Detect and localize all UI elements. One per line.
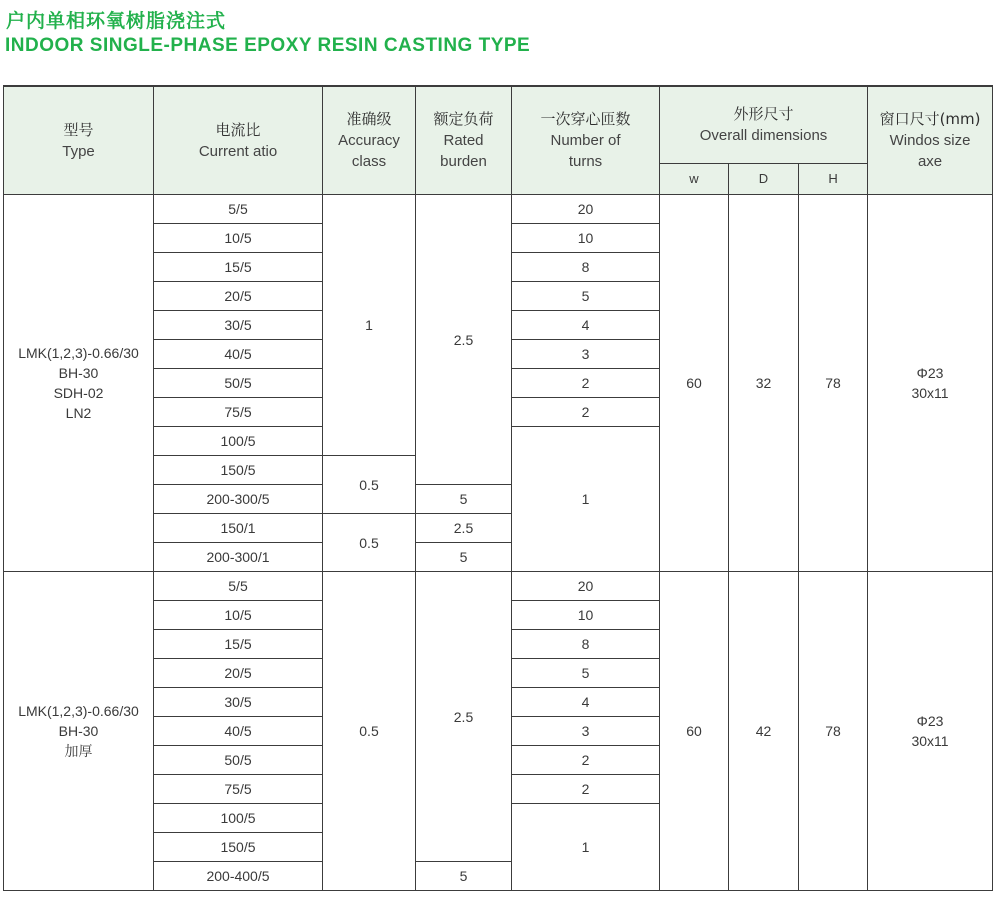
ratio-cell: 75/5 — [154, 398, 323, 427]
turns-cell: 10 — [512, 224, 660, 253]
window-size-cell: Φ23 30x11 — [868, 572, 993, 891]
ratio-cell: 20/5 — [154, 282, 323, 311]
header-dim-h: H — [799, 164, 868, 195]
ratio-cell: 5/5 — [154, 195, 323, 224]
accuracy-cell: 1 — [323, 195, 416, 456]
ratio-cell: 50/5 — [154, 746, 323, 775]
turns-cell: 4 — [512, 311, 660, 340]
ratio-cell: 150/5 — [154, 456, 323, 485]
accuracy-cell: 0.5 — [323, 514, 416, 572]
ratio-cell: 30/5 — [154, 688, 323, 717]
header-dim-d: D — [729, 164, 799, 195]
turns-cell: 2 — [512, 398, 660, 427]
turns-cell: 3 — [512, 340, 660, 369]
ratio-cell: 50/5 — [154, 369, 323, 398]
turns-cell: 2 — [512, 746, 660, 775]
turns-cell: 20 — [512, 572, 660, 601]
turns-cell: 3 — [512, 717, 660, 746]
window-size-cell: Φ23 30x11 — [868, 195, 993, 572]
turns-cell: 1 — [512, 804, 660, 891]
ratio-cell: 15/5 — [154, 253, 323, 282]
ratio-cell: 100/5 — [154, 427, 323, 456]
dim-h-cell: 78 — [799, 572, 868, 891]
header-overall-dimensions: 外形尺寸 Overall dimensions — [660, 86, 868, 164]
turns-cell: 20 — [512, 195, 660, 224]
ratio-cell: 75/5 — [154, 775, 323, 804]
burden-cell: 5 — [416, 485, 512, 514]
turns-cell: 10 — [512, 601, 660, 630]
ratio-cell: 200-300/1 — [154, 543, 323, 572]
header-current-ratio: 电流比 Current atio — [154, 86, 323, 195]
dim-d-cell: 42 — [729, 572, 799, 891]
ratio-cell: 10/5 — [154, 601, 323, 630]
ratio-cell: 40/5 — [154, 340, 323, 369]
header-dim-w: w — [660, 164, 729, 195]
ratio-cell: 150/1 — [154, 514, 323, 543]
model-cell: LMK(1,2,3)-0.66/30 BH-30 SDH-02 LN2 — [4, 195, 154, 572]
turns-cell: 5 — [512, 659, 660, 688]
accuracy-cell: 0.5 — [323, 456, 416, 514]
accuracy-cell: 0.5 — [323, 572, 416, 891]
ratio-cell: 15/5 — [154, 630, 323, 659]
turns-cell: 8 — [512, 630, 660, 659]
ratio-cell: 200-400/5 — [154, 862, 323, 891]
dim-w-cell: 60 — [660, 572, 729, 891]
dim-w-cell: 60 — [660, 195, 729, 572]
dim-d-cell: 32 — [729, 195, 799, 572]
header-accuracy-class: 准确级 Accuracy class — [323, 86, 416, 195]
burden-cell: 5 — [416, 862, 512, 891]
spec-table — [3, 85, 993, 891]
ratio-cell: 40/5 — [154, 717, 323, 746]
turns-cell: 2 — [512, 775, 660, 804]
ratio-cell: 5/5 — [154, 572, 323, 601]
turns-cell: 1 — [512, 427, 660, 572]
header-rated-burden: 额定负荷 Rated burden — [416, 86, 512, 195]
burden-cell: 2.5 — [416, 572, 512, 862]
turns-cell: 4 — [512, 688, 660, 717]
ratio-cell: 150/5 — [154, 833, 323, 862]
model-cell: LMK(1,2,3)-0.66/30 BH-30 加厚 — [4, 572, 154, 891]
page-title-en: INDOOR SINGLE-PHASE EPOXY RESIN CASTING TYPE — [5, 35, 531, 56]
ratio-cell: 30/5 — [154, 311, 323, 340]
ratio-cell: 10/5 — [154, 224, 323, 253]
header-type: 型号 Type — [4, 86, 154, 195]
ratio-cell: 100/5 — [154, 804, 323, 833]
header-number-of-turns: 一次穿心匝数 Number of turns — [512, 86, 660, 195]
page-title-cn: 户内单相环氧树脂浇注式 — [6, 10, 227, 32]
ratio-cell: 20/5 — [154, 659, 323, 688]
turns-cell: 5 — [512, 282, 660, 311]
turns-cell: 2 — [512, 369, 660, 398]
dim-h-cell: 78 — [799, 195, 868, 572]
burden-cell: 2.5 — [416, 514, 512, 543]
burden-cell: 2.5 — [416, 195, 512, 485]
header-window-size: 窗口尺寸(mm) Windos size axe — [868, 86, 993, 195]
burden-cell: 5 — [416, 543, 512, 572]
turns-cell: 8 — [512, 253, 660, 282]
ratio-cell: 200-300/5 — [154, 485, 323, 514]
